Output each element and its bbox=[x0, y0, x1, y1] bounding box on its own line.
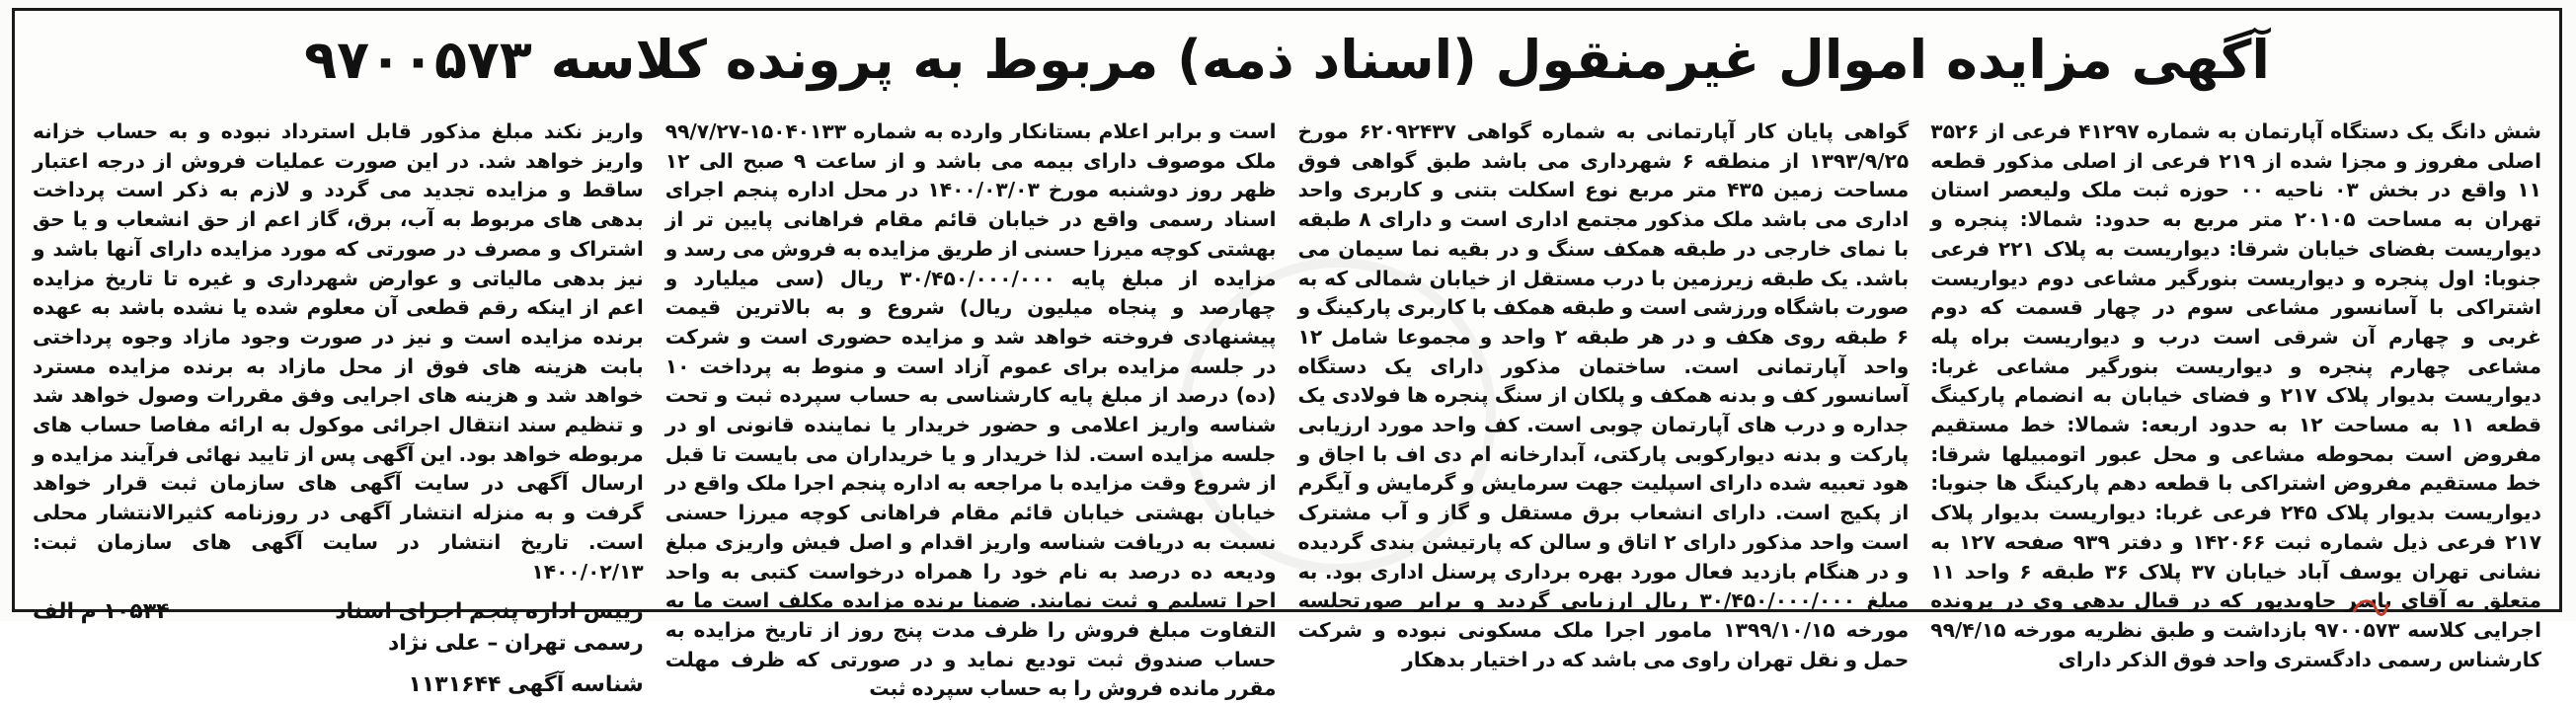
column-2-text: گواهی پایان کار آپارتمانی به شماره گواهی ۶۲۰۹۲۴۳۷ مورخ ۱۳۹۳/۹/۲۵ از منطقه ۶ شهرداری می باشد طبق گواهی فوق مساحت زمین ۴۳۵ متر مربع نوع اسکلت بتنی و کاربری واحد اداری می باشد ملک مذکور مجتمع اداری است و دارای ۸ طبقه با نمای خارجی در طبقه همکف سنگ و در بقیه نما سیمان می باشد. یک طبقه زیرزمین با درب مستقل از خیابان شمالی که به صورت باشگاه ورزشی است و طبقه همکف با کاربری پارکینگ و ۶ طبقه روی هکف و در هر طبقه ۲ واحد و مجموعا شامل ۱۲ واحد آپارتمانی است. ساختمان مذکور دارای یک دستگاه آسانسور کف و بدنه همکف و پلکان از سنگ پنجره ها فولادی یک جداره و درب های آپارتمان چوبی است. کف واحد مورد ارزیابی پارکت و بدنه دیوارکوبی پارکتی، آبدارخانه ام دی اف با اجاق و هود تعبیه شده دارای اسپلیت جهت سرمایش و گرمایش و آیگرم از پکیج است. دارای انشعاب برق مستقل و گاز و آب مشترک است واحد مذکور دارای ۲ اتاق و سالن که پارتیشن بندی گردیده و در هنگام بازدید فعال مورد بهره برداری پرسنل اداری بود. به مبلغ ۳۰/۴۵۰/۰۰۰/۰۰۰ ریال ارزیابی گردید و برابر صورتجلسه مورخه ۱۳۹۹/۱۰/۱۵ مامور اجرا ملک مسکونی نبوده و شرکت حمل و نقل تهران راوی می باشد که در اختیار بدهکار bbox=[1297, 119, 1910, 671]
signature-block bbox=[33, 596, 644, 701]
handwritten-mark bbox=[2350, 596, 2389, 618]
column-4-text: واریز نکند مبلغ مذکور قابل استرداد نبوده و به حساب خزانه واریز خواهد شد. در این صورت عملیات فروش از درجه اعتبار ساقط و مزایده تجدید می گردد و لازم به ذکر است پرداخت بدهی های مربوط به آب، برق، گاز اعم از حق انشعاب و یا حق اشتراک و مصرف در صورتی که مورد مزایده دارای آنها باشد و نیز بدهی مالیاتی و عوارض شهرداری و غیره تا تاریخ مزایده اعم از اینکه رقم قطعی آن معلوم شده یا نشده باشد به عهده برنده مزایده است و نیز در صورت وجود مازاد وجوه پرداختی بابت هزینه های فوق از محل مازاد به برنده مزایده مسترد خواهد شد و هزینه های اجرایی وفق مقررات وصول خواهد شد و تنظیم سند انتقال اجرائی موکول به ارائه مفاصا حساب های مربوطه خواهد بود. این آگهی پس از تایید نهائی فرآیند مزایده و ارسال آگهی در سایت آگهی های سازمان ثبت قرار خواهد گرفت و به منزله انتشار آگهی در روزنامه کثیرالانتشار محلی است. تاریخ انتشار در سایت آگهی های سازمان ثبت: ۱۴۰۰/۰۲/۱۳ bbox=[33, 119, 644, 584]
signer-name: رسمی تهران – علی نژاد bbox=[387, 631, 644, 657]
signer-title: رییس اداره پنجم اجرای اسناد bbox=[335, 599, 644, 625]
signature-row-1 bbox=[33, 596, 644, 628]
text-column-2 bbox=[1297, 117, 1910, 671]
notice-title: آگهی مزایده اموال غیرمنقول (اسناد ذمه) مربوط به پرونده کلاسه ۹۷۰۰۵۷۳ bbox=[304, 29, 2270, 91]
column-1-text: شش دانگ یک دستگاه آپارتمان به شماره ۴۱۲۹۷ فرعی از ۳۵۲۶ اصلی مفروز و مجزا شده از ۲۱۹ فرعی از اصلی مذکور قطعه ۱۱ واقع در بخش ۰۳ ناحیه ۰۰ حوزه ثبت ملک ولیعصر استان تهران به مساحت ۲۰۱۰۵ متر مربع به حدود: شمالا: پنجره و دیواریست بفضای خیابان شرقا: دیواریست به پلاک ۲۲۱ فرعی جنوبا: اول پنجره و دیواریست بنورگیر مشاعی دوم دیواریست اشتراکی با آسانسور مشاعی سوم در چهار قسمت که دوم غربی و چهارم آن شرقی است درب و دیواریست براه پله مشاعی چهارم پنجره و دیواریست بنورگیر مشاعی غربا: دیواریست بدیوار پلاک ۲۱۷ و فضای خیابان به انضمام پارکینگ قطعه ۱۱ به مساحت ۱۲ به حدود اربعه: شمالا: خط مستقیم مفروض است بمحوطه مشاعی و محل عبور اتومبیلها شرقا: خط مستقیم مفروض اشتراکی با قطعه دهم پارکینگ ها جنوبا: دیواریست بدیوار پلاک ۲۴۵ فرعی غربا: دیواریست بدیوار پلاک ۲۱۷ فرعی ذیل شماره ثبت ۱۴۲۰۶۶ و دفتر ۹۳۹ صفحه ۱۲۷ به نشانی تهران یوسف آباد خیابان ۳۷ پلاک ۳۶ طبقه ۶ واحد ۱۱ متعلق به آقای یاسر جاویدپور که در قبال بدهی وی در پرونده اجرایی کلاسه ۹۷۰۰۵۷۳ بازداشت و طبق نظریه مورخه ۹۹/۴/۱۵ کارشناس رسمی دادگستری واحد فوق الذکر دارای bbox=[1930, 119, 2542, 671]
notice-frame bbox=[12, 8, 2562, 701]
ad-identifier: شناسه آگهی ۱۱۳۱۶۴۴ bbox=[408, 672, 644, 698]
signature-row-2 bbox=[33, 628, 644, 660]
reference-code: ۱۰۵۳۴ م الف bbox=[33, 599, 170, 625]
column-3-text: است و برابر اعلام بستانکار وارده به شماره ۱۵۰۴۰۱۳۳-۹۹/۷/۲۷ ملک موصوف دارای بیمه می باشد و از ساعت ۹ صبح الی ۱۲ ظهر روز دوشنبه مورخ ۱۴۰۰/۰۳/۰۳ در محل اداره پنجم اجرای اسناد رسمی واقع در خیابان قائم مقام فراهانی پایین تر از بهشتی کوچه میرزا حسنی از طریق مزایده به فروش می رسد و مزایده از مبلغ پایه ۳۰/۴۵۰/۰۰۰/۰۰۰ ریال (سی میلیارد و چهارصد و پنجاه میلیون ریال) شروع و به بالاترین قیمت پیشنهادی فروخته خواهد شد و مزایده حضوری است و شرکت در جلسه مزایده برای عموم آزاد است و منوط به پرداخت ۱۰ (ده) درصد از مبلغ پایه کارشناسی به حساب سپرده ثبت و تحت شناسه واریز اعلامی و حضور خریدار یا نماینده قانونی او در جلسه مزایده است. لذا خریدار و یا خریداران می بایست تا قبل از شروع وقت مزایده با مراجعه به اداره پنجم اجرا ملک واقع در خیابان بهشتی خیابان قائم مقام فراهانی کوچه میرزا حسنی نسبت به دریافت شناسه واریز اقدام و اصل فیش واریزی مبلغ ودیعه ده درصد به نام خود را همراه درخواست کتبی به واحد اجرا تسلیم و ثبت نمایند. ضمنا برنده مزایده مکلف است ما به التفاوت مبلغ فروش را ظرف مدت پنج روز از تاریخ مزایده به حساب صندوق ثبت تودیع نماید و در صورتی که ظرف مهلت مقرر مانده فروش را به حساب سپرده ثبت bbox=[664, 119, 1277, 701]
notice-columns bbox=[33, 117, 2542, 701]
text-column-3 bbox=[664, 117, 1277, 701]
text-column-1 bbox=[1930, 117, 2542, 671]
text-column-4 bbox=[33, 117, 644, 698]
